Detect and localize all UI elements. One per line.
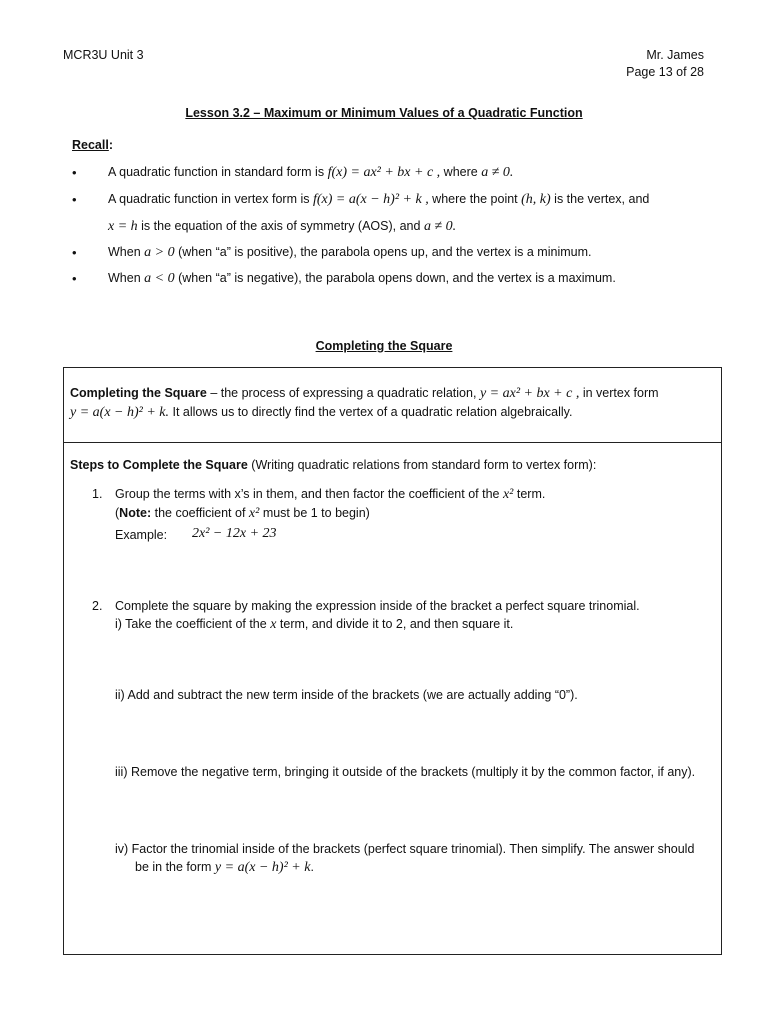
- bullet-dot: •: [72, 245, 77, 260]
- example-label: Example:: [115, 528, 168, 542]
- lesson-title: Lesson 3.2 – Maximum or Minimum Values of a Quadratic Function: [185, 106, 583, 120]
- bullet-dot: •: [72, 165, 77, 180]
- step2-iv-line1: iv) Factor the trinomial inside of the brackets (perfect square trinomial). Then simplify. The answer should: [115, 842, 695, 856]
- step2-text: Complete the square by making the expression inside of the bracket a perfect square trinomial.: [115, 599, 640, 613]
- definition-line2: y = a(x − h)² + k. It allows us to directly find the vertex of a quadratic relation algebraically.: [70, 405, 573, 420]
- recall-bullet-standard-form: A quadratic function in standard form is f(x) = ax² + bx + c , where a ≠ 0.: [108, 165, 514, 180]
- recall-bullet-vertex-form-line2: x = h is the equation of the axis of symmetry (AOS), and a ≠ 0.: [108, 219, 457, 234]
- page-number: Page 13 of 28: [626, 65, 704, 79]
- example-expression: 2x² − 12x + 23: [192, 526, 277, 541]
- step2-iv-line2: be in the form y = a(x − h)² + k.: [135, 860, 314, 875]
- step2-i: i) Take the coefficient of the x term, and divide it to 2, and then square it.: [115, 617, 514, 632]
- course-code: MCR3U Unit 3: [63, 48, 144, 62]
- section-title: Completing the Square: [315, 339, 453, 353]
- step1-text: Group the terms with x’s in them, and then factor the coefficient of the x² term.: [115, 487, 546, 502]
- recall-heading: Recall:: [72, 138, 114, 152]
- bullet-dot: •: [72, 271, 77, 286]
- steps-heading: Steps to Complete the Square (Writing quadratic relations from standard form to vertex form):: [70, 458, 597, 472]
- recall-bullet-positive-a: When a > 0 (when “a” is positive), the parabola opens up, and the vertex is a minimum.: [108, 245, 592, 260]
- step2-iii: iii) Remove the negative term, bringing it outside of the brackets (multiply it by the common factor, if any).: [115, 765, 696, 779]
- step1-number: 1.: [92, 487, 103, 501]
- recall-bullet-vertex-form: A quadratic function in vertex form is f(x) = a(x − h)² + k , where the point (h, k) is the vertex, and: [108, 192, 650, 207]
- definition-line1: Completing the Square – the process of expressing a quadratic relation, y = ax² + bx + c , in vertex form: [70, 386, 659, 401]
- recall-bullet-negative-a: When a < 0 (when “a” is negative), the parabola opens down, and the vertex is a maximum.: [108, 271, 616, 286]
- teacher-name: Mr. James: [646, 48, 704, 62]
- step2-ii: ii) Add and subtract the new term inside of the brackets (we are actually adding “0”).: [115, 688, 578, 702]
- step1-note: (Note: the coefficient of x² must be 1 to begin): [115, 506, 370, 521]
- bullet-dot: •: [72, 192, 77, 207]
- step2-number: 2.: [92, 599, 103, 613]
